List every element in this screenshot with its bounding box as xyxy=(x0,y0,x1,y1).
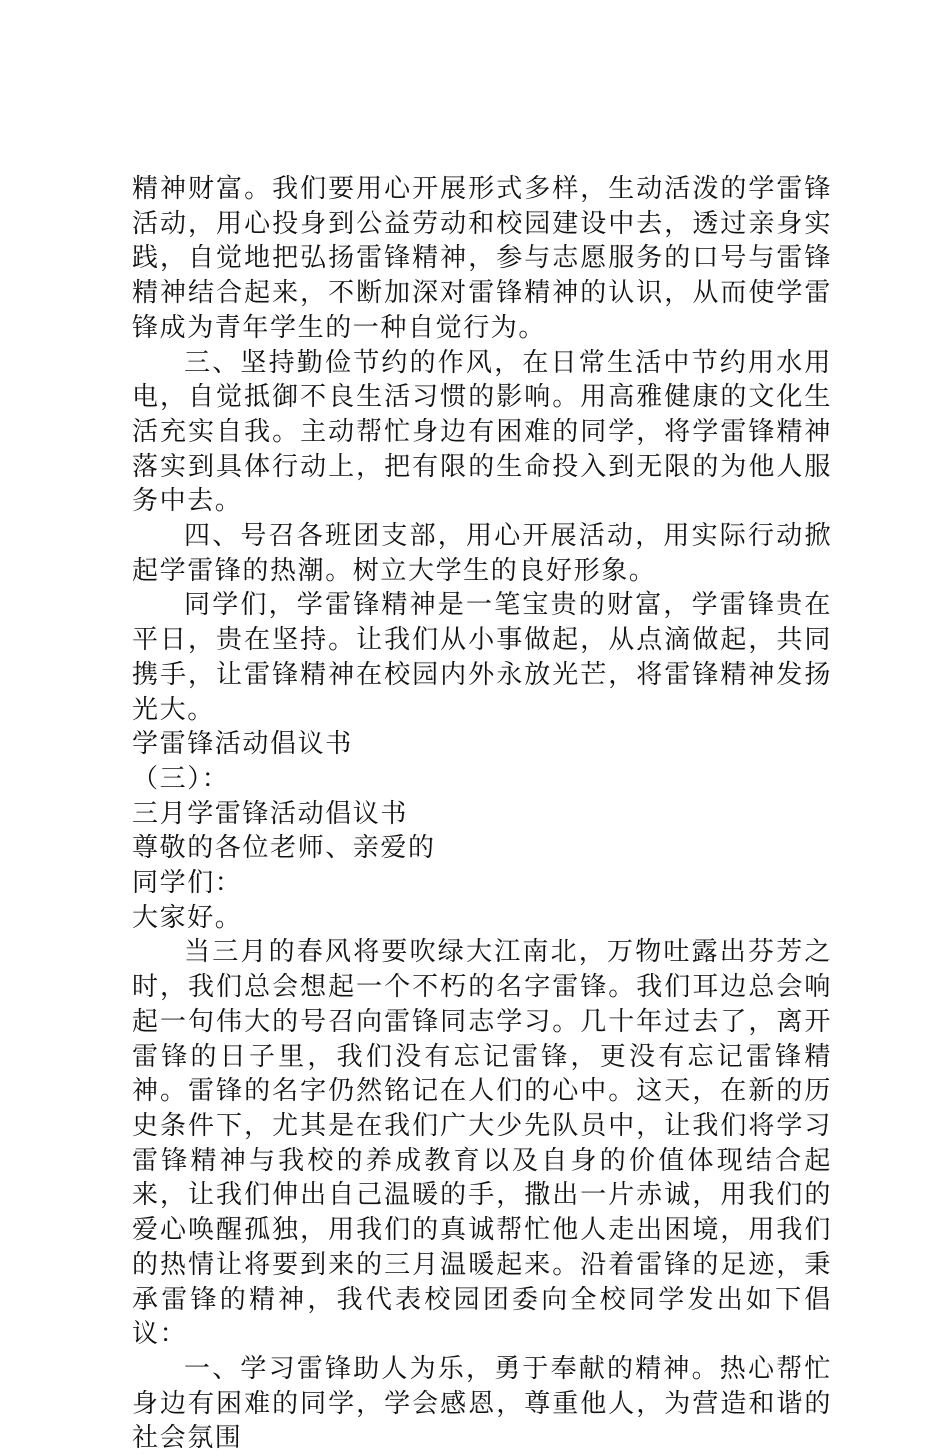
salutation-line-2: 同学们： xyxy=(132,868,243,899)
section-heading: 学雷锋活动倡议书 xyxy=(132,729,353,760)
paragraph-item-three: 三、坚持勤俭节约的作风，在日常生活中节约用水用电，自觉抵御不良生活习惯的影响。用高雅健康的文化生活充实自我。主动帮忙身边有困难的同学，将学雷锋精神落实到具体行动上，把有限的生命投入到无限的为他人服务中去。 xyxy=(132,347,832,517)
section-number: （三）： xyxy=(132,763,230,794)
proposal-title: 三月学雷锋活动倡议书 xyxy=(132,798,409,829)
paragraph-closing: 同学们，学雷锋精神是一笔宝贵的财富，学雷锋贵在平日，贵在坚持。让我们从小事做起，从点滴做起，共同携手，让雷锋精神在校园内外永放光芒，将雷锋精神发扬光大。 xyxy=(132,590,832,725)
document-body xyxy=(132,172,832,1456)
salutation-line-1: 尊敬的各位老师、亲爱的 xyxy=(132,833,436,864)
greeting: 大家好。 xyxy=(132,902,243,933)
paragraph-item-one: 一、学习雷锋助人为乐，勇于奉献的精神。热心帮忙身边有困难的同学，学会感恩，尊重他人，为营造和谐的社会氛围 xyxy=(132,1353,832,1454)
paragraph-continuation: 精神财富。我们要用心开展形式多样，生动活泼的学雷锋活动，用心投身到公益劳动和校园建设中去，透过亲身实践，自觉地把弘扬雷锋精神，参与志愿服务的口号与雷锋精神结合起来，不断加深对雷锋精神的认识，从而使学雷锋成为青年学生的一种自觉行为。 xyxy=(132,174,832,343)
paragraph-intro: 当三月的春风将要吹绿大江南北，万物吐露出芬芳之时，我们总会想起一个不朽的名字雷锋。我们耳边总会响起一句伟大的号召向雷锋同志学习。几十年过去了，离开雷锋的日子里，我们没有忘记雷锋，更没有忘记雷锋精神。雷锋的名字仍然铭记在人们的心中。这天，在新的历史条件下，尤其是在我们广大少先队员中，让我们将学习雷锋精神与我校的养成教育以及自身的价值体现结合起来，让我们伸出自己温暖的手，撒出一片赤诚，用我们的爱心唤醒孤独，用我们的真诚帮忙他人走出困境，用我们的热情让将要到来的三月温暖起来。沿着雷锋的足迹，秉承雷锋的精神，我代表校园团委向全校同学发出如下倡议： xyxy=(132,937,832,1350)
paragraph-item-four: 四、号召各班团支部，用心开展活动，用实际行动掀起学雷锋的热潮。树立大学生的良好形象。 xyxy=(132,521,832,586)
